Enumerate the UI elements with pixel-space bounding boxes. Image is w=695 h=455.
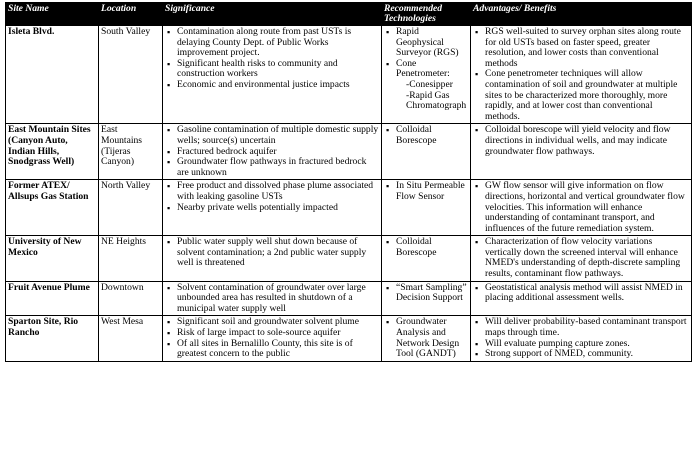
col-header-significance: Significance <box>163 3 382 26</box>
technologies-cell <box>382 180 471 236</box>
technology-item: -Conesipper <box>406 78 453 90</box>
benefit-item: ▪ Geostatistical analysis method will assist NMED in placing additional assessment wells. <box>473 283 689 304</box>
benefit-item: ▪ Cone penetrometer techniques will allow contamination of soil and groundwater at multiple sites to be characterized more thoroughly, more rapidly, and at lower cost than conventional methods. <box>473 69 689 122</box>
benefit-item: ▪ Will deliver probability-based contaminant transport maps through time. <box>473 317 689 338</box>
significance-item: ▪ Nearby private wells potentially impacted <box>165 203 379 214</box>
benefits-cell <box>471 26 692 124</box>
significance-item: ▪ Of all sites in Bernalillo County, this site is of greatest concern to the public <box>165 339 379 360</box>
col-header-location: Location <box>99 3 163 26</box>
significance-item: ▪ Risk of large impact to sole-source aquifer <box>165 328 379 339</box>
technology-item: ▪ In Situ Permeable Flow Sensor <box>384 181 468 202</box>
location-cell: North Valley <box>99 180 163 236</box>
significance-cell-list <box>165 317 379 359</box>
technology-item: ▪ Groundwater Analysis and Network Design Tool (GANDT) <box>384 317 468 359</box>
header-row <box>6 3 692 26</box>
benefits-cell-list <box>473 125 689 157</box>
site-name-cell: East Mountain Sites (Canyon Auto, Indian Hills, Snodgrass Well) <box>6 124 99 180</box>
benefit-item: ▪ RGS well-suited to survey orphan sites along route for old USTs based on faster speed, greater resolution, and lower costs than conventional methods <box>473 27 689 69</box>
significance-item: ▪ Fractured bedrock aquifer <box>165 147 379 158</box>
significance-cell <box>163 124 382 180</box>
location-cell: Downtown <box>99 281 163 316</box>
table-row <box>6 180 692 236</box>
table-row <box>6 236 692 281</box>
site-name-cell: Former ATEX/ Allsups Gas Station <box>6 180 99 236</box>
significance-cell <box>163 281 382 316</box>
site-name-cell: Isleta Blvd. <box>6 26 99 124</box>
significance-cell-list <box>165 125 379 178</box>
technology-item: ▪ Rapid Geophysical Surveyor (RGS) <box>384 27 468 59</box>
significance-cell <box>163 236 382 281</box>
technology-item: ▪ Colloidal Borescope <box>384 125 468 146</box>
table-row <box>6 124 692 180</box>
technologies-cell-list <box>384 237 468 258</box>
table-row <box>6 26 692 124</box>
site-table <box>5 2 692 362</box>
technologies-cell <box>382 281 471 316</box>
significance-cell <box>163 180 382 236</box>
table-row <box>6 316 692 361</box>
benefit-item: ▪ Characterization of flow velocity variations vertically down the screened interval will enhance NMED's understanding of depth-discrete sampling results, contaminant flow pathways. <box>473 237 689 279</box>
location-cell: West Mesa <box>99 316 163 361</box>
technologies-cell <box>382 236 471 281</box>
significance-cell <box>163 316 382 361</box>
benefits-cell-list <box>473 27 689 122</box>
benefits-cell-list <box>473 237 689 279</box>
site-name-cell: Sparton Site, Rio Rancho <box>6 316 99 361</box>
benefits-cell-list <box>473 283 689 304</box>
technology-item: -Rapid Gas Chromatograph <box>406 89 467 112</box>
benefits-cell <box>471 124 692 180</box>
significance-item: ▪ Significant health risks to community and construction workers <box>165 59 379 80</box>
location-cell: South Valley <box>99 26 163 124</box>
significance-item: ▪ Solvent contamination of groundwater over large unbounded area has resulted in shutdown of a municipal water supply well <box>165 283 379 315</box>
col-header-benefits: Advantages/ Benefits <box>471 3 692 26</box>
technologies-cell <box>382 316 471 361</box>
technologies-cell-list <box>384 317 468 359</box>
site-name-cell: University of New Mexico <box>6 236 99 281</box>
significance-cell <box>163 26 382 124</box>
benefits-cell <box>471 316 692 361</box>
benefit-item: ▪ Will evaluate pumping capture zones. <box>473 339 689 350</box>
technology-item: ▪ Colloidal Borescope <box>384 237 468 258</box>
significance-item: ▪ Contamination along route from past USTs is delaying County Dept. of Public Works improvement project. <box>165 27 379 59</box>
benefits-cell <box>471 236 692 281</box>
benefits-cell <box>471 180 692 236</box>
col-header-technologies: Recommended Technologies <box>382 3 471 26</box>
benefits-cell-list <box>473 181 689 234</box>
significance-cell-list <box>165 283 379 315</box>
technologies-cell-list <box>384 125 468 146</box>
table-row <box>6 281 692 316</box>
significance-item: ▪ Public water supply well shut down because of solvent contamination; a 2nd public water supply well is threatened <box>165 237 379 269</box>
technology-item: ▪ “Smart Sampling” Decision Support <box>384 283 468 304</box>
site-name-cell: Fruit Avenue Plume <box>6 281 99 316</box>
significance-item: ▪ Gasoline contamination of multiple domestic supply wells; source(s) uncertain <box>165 125 379 146</box>
technologies-cell-list <box>384 27 468 112</box>
significance-cell-list <box>165 237 379 269</box>
technologies-cell-list <box>384 283 468 304</box>
technology-item: ▪ Cone Penetrometer: <box>384 59 468 80</box>
technologies-cell <box>382 124 471 180</box>
significance-cell-list <box>165 181 379 213</box>
significance-item: ▪ Economic and environmental justice impacts <box>165 80 379 91</box>
significance-item: ▪ Groundwater flow pathways in fractured bedrock are unknown <box>165 157 379 178</box>
site-table-document <box>5 2 691 362</box>
benefit-item: ▪ GW flow sensor will give information on flow directions, horizontal and vertical groundwater flow velocities. This information will enhance understanding of contaminant transport, and influences of the future remediation system. <box>473 181 689 234</box>
significance-cell-list <box>165 27 379 91</box>
benefits-cell-list <box>473 317 689 359</box>
benefit-item: ▪ Colloidal borescope will yield velocity and flow directions in individual wells, and may indicate groundwater flow pathways. <box>473 125 689 157</box>
significance-item: ▪ Free product and dissolved phase plume associated with leaking gasoline USTs <box>165 181 379 202</box>
col-header-site-name: Site Name <box>6 3 99 26</box>
location-cell: East Mountains (Tijeras Canyon) <box>99 124 163 180</box>
benefit-item: ▪ Strong support of NMED, community. <box>473 349 689 360</box>
technologies-cell-list <box>384 181 468 202</box>
benefits-cell <box>471 281 692 316</box>
significance-item: ▪ Significant soil and groundwater solvent plume <box>165 317 379 328</box>
location-cell: NE Heights <box>99 236 163 281</box>
technologies-cell <box>382 26 471 124</box>
